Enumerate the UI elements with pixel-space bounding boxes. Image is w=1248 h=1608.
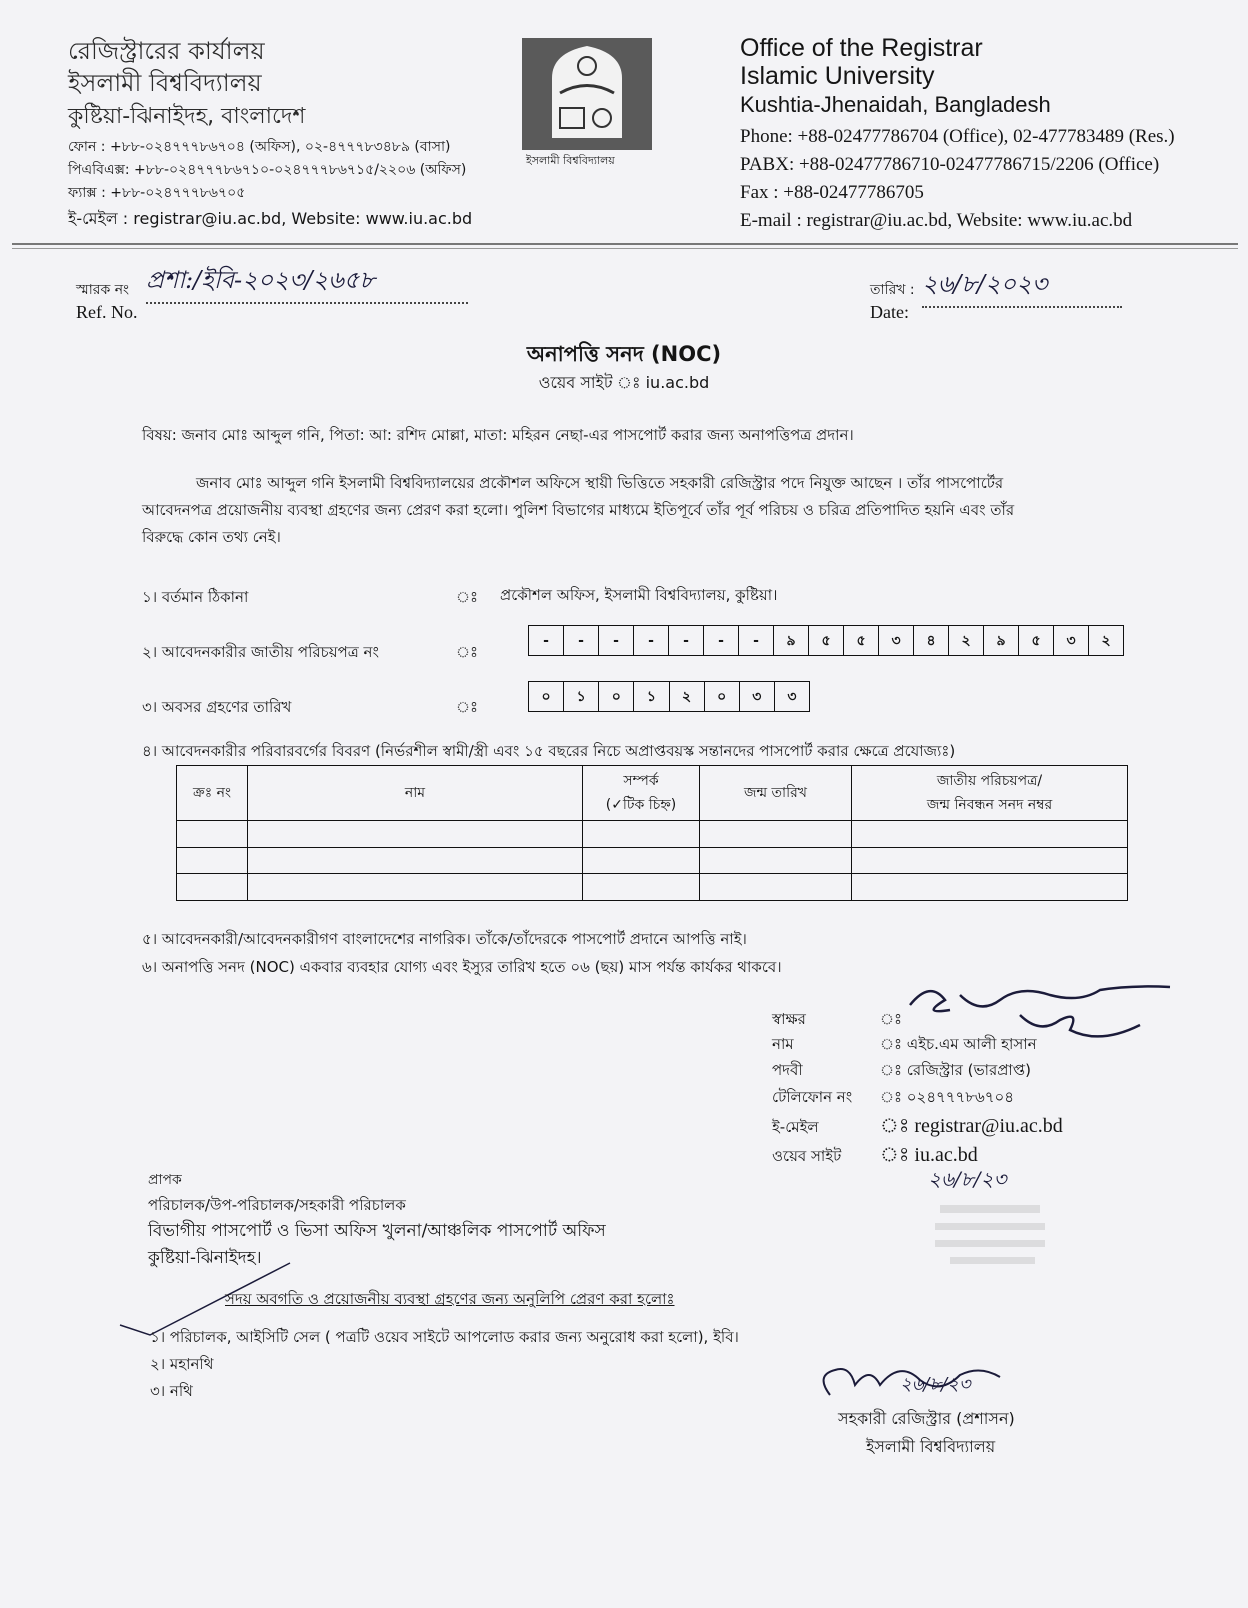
- digit-box: -: [634, 626, 669, 655]
- signature-label: স্বাক্ষর: [772, 1010, 806, 1028]
- designation-row: [772, 1059, 1031, 1084]
- logo-emblem-icon: [522, 38, 652, 150]
- name-label: নাম: [772, 1035, 794, 1053]
- location-en: Kushtia-Jhenaidah, Bangladesh: [740, 92, 1051, 117]
- digit-box: -: [529, 626, 564, 655]
- retirement-date-boxes: [528, 681, 810, 712]
- paragraph-line-1: জনাব মোঃ আব্দুল গনি ইসলামী বিশ্ববিদ্যালয়ের প্রকৌশল অফিসে স্থায়ী ভিত্তিতে সহকারী রেজিস্ট্রার পদে নিযুক্ত আছেন । তাঁর পাসপোর্টের: [196, 474, 1004, 492]
- col-relation-line1: সম্পর্ক: [623, 773, 659, 789]
- digit-box: ০: [599, 682, 634, 711]
- pabx-bn: পিএবিএক্স: +৮৮-০২৪৭৭৭৮৬৭১০-০২৪৭৭৭৮৬৭১৫/২২০৬ (অফিস): [68, 162, 467, 178]
- item-5: ৫। আবেদনকারী/আবেদনকারীগণ বাংলাদেশের নাগরিক। তাঁকে/তাঁদেরকে পাসপোর্ট প্রদানে আপত্তি নাই।: [142, 930, 747, 948]
- document-title: অনাপত্তি সনদ (NOC): [526, 342, 722, 366]
- telephone-value: ঃ ০২৪৭৭৭৮৬৭০৪: [880, 1088, 1015, 1106]
- paragraph-line-3: বিরুদ্ধে কোন তথ্য নেই।: [142, 528, 281, 546]
- address-value: প্রকৌশল অফিস, ইসলামী বিশ্ববিদ্যালয়, কুষ্টিয়া।: [500, 586, 778, 604]
- recipient-line-3: কুষ্টিয়া-ঝিনাইদহ।: [148, 1248, 262, 1268]
- email-en: E-mail : registrar@iu.ac.bd, Website: www.iu.ac.bd: [740, 210, 1133, 231]
- digit-box: ৫: [809, 626, 844, 655]
- fax-en: Fax : +88-02477786705: [740, 182, 924, 203]
- table-row: [177, 874, 1128, 901]
- col-serial: ক্রঃ নং: [177, 766, 248, 821]
- fax-bn: ফ্যাক্স : +৮৮-০২৪৭৭৭৮৬৭০৫: [68, 185, 246, 201]
- faded-seal: [925, 1195, 1060, 1275]
- telephone-label: টেলিফোন নং: [772, 1088, 853, 1106]
- recipient-line-1: পরিচালক/উপ-পরিচালক/সহকারী পরিচালক: [148, 1196, 406, 1214]
- digit-box: ২: [949, 626, 984, 655]
- digit-box: ৩: [740, 682, 775, 711]
- table-row: [177, 848, 1128, 874]
- footer-sign-org: ইসলামী বিশ্ববিদ্যালয়: [866, 1437, 996, 1456]
- col-id-number: [852, 766, 1128, 821]
- digit-box: ৯: [774, 626, 809, 655]
- designation-label: পদবী: [772, 1061, 803, 1079]
- website-value: ঃ iu.ac.bd: [880, 1144, 978, 1166]
- email-bn: ই-মেইল : registrar@iu.ac.bd, Website: www.iu.ac.bd: [68, 209, 473, 228]
- digit-box: ২: [1101, 632, 1111, 649]
- digit-box: ২: [670, 682, 705, 711]
- family-table: [176, 765, 1128, 901]
- email-value: ঃ registrar@iu.ac.bd: [880, 1115, 1063, 1137]
- recipient-label: প্রাপক: [148, 1172, 182, 1188]
- date-label-en: Date:: [870, 302, 909, 322]
- name-value: ঃ এইচ.এম আলী হাসান: [880, 1035, 1037, 1053]
- header-divider: [12, 243, 1238, 249]
- address-label: ১। বর্তমান ঠিকানা: [142, 588, 249, 606]
- digit-box: -: [564, 626, 599, 655]
- ref-number: প্রশা:/ইবি-২০২৩/২৬৫৮: [146, 262, 468, 304]
- digit-box: ১: [634, 682, 669, 711]
- copy-item-3: ৩। নথি: [150, 1382, 193, 1400]
- col-id-line1: জাতীয় পরিচয়পত্র/: [936, 773, 1043, 789]
- digit-box: ৩: [1054, 626, 1089, 655]
- date-label-bn: তারিখ :: [870, 282, 915, 298]
- ref-label-bn: স্মারক নং: [76, 282, 130, 298]
- office-name-bn: রেজিস্ট্রারের কার্যালয়: [68, 37, 265, 65]
- nid-label: ২। আবেদনকারীর জাতীয় পরিচয়পত্র নং: [142, 643, 379, 661]
- location-bn: কুষ্টিয়া-ঝিনাইদহ, বাংলাদেশ: [68, 104, 306, 129]
- university-name-bn: ইসলামী বিশ্ববিদ্যালয়: [68, 69, 262, 97]
- date-value: ২৬/৮/২০২৩: [922, 266, 1122, 308]
- phone-en: Phone: +88-02477786704 (Office), 02-477783489 (Res.): [740, 126, 1175, 147]
- address-colon: ঃ: [456, 588, 479, 606]
- retirement-colon: ঃ: [456, 698, 479, 716]
- office-name-en: Office of the Registrar: [740, 34, 983, 62]
- digit-box: ০: [529, 682, 564, 711]
- family-table-header: [177, 766, 1128, 821]
- digit-box: ০: [705, 682, 740, 711]
- family-details-label: ৪। আবেদনকারীর পরিবারবর্গের বিবরণ (নির্ভরশীল স্বামী/স্ত্রী এবং ১৫ বছরের নিচে অপ্রাপ্তবয়স্ক সন্তানদের পাসপোর্ট করার ক্ষেত্রে প্রযোজ্যঃ): [142, 742, 956, 760]
- name-row: [772, 1033, 1037, 1058]
- footer-sign-date: ২৬/৮/২৩: [900, 1374, 971, 1395]
- university-logo: [522, 38, 652, 150]
- col-id-line2: জন্ম নিবন্ধন সনদ নম্বর: [926, 797, 1053, 813]
- pabx-en: PABX: +88-02477786710-02477786715/2206 (Office): [740, 154, 1160, 175]
- digit-box: -: [739, 626, 774, 655]
- signature-row: [772, 1008, 902, 1033]
- copy-item-2: ২। মহানথি: [150, 1355, 214, 1373]
- paragraph-line-2: আবেদনপত্র প্রয়োজনীয় ব্যবস্থা গ্রহণের জন্য প্রেরণ করা হলো। পুলিশ বিভাগের মাধ্যমে ইতিপূর্বে তাঁর পূর্ব পরিচয় ও চরিত্র প্রতিপাদিত হয়নি এবং তাঁর: [142, 501, 1015, 519]
- telephone-row: [772, 1086, 1014, 1111]
- digit-box: -: [599, 626, 634, 655]
- logo-caption: ইসলামী বিশ্ববিদ্যালয়: [526, 154, 615, 167]
- digit-box: ৯: [984, 626, 1019, 655]
- col-relation-line2: (✓টিক চিহ্ন): [605, 797, 677, 813]
- signature-colon: ঃ: [880, 1010, 903, 1028]
- ref-label-en: Ref. No.: [76, 302, 138, 322]
- copy-item-1: ১। পরিচালক, আইসিটি সেল ( পত্রটি ওয়েব সাইটে আপলোড করার জন্য অনুরোধ করা হলো), ইবি।: [150, 1328, 739, 1346]
- digit-box: ৫: [844, 626, 879, 655]
- digit-box: -: [704, 626, 739, 655]
- nid-digit-boxes: [528, 625, 1124, 656]
- designation-value: ঃ রেজিস্ট্রার (ভারপ্রাপ্ত): [880, 1061, 1031, 1079]
- phone-bn: ফোন : +৮৮-০২৪৭৭৭৮৬৭০৪ (অফিস), ০২-৪৭৭৭৮৩৪৮৯ (বাসা): [68, 139, 451, 155]
- digit-box: -: [669, 626, 704, 655]
- initial-date: ২৬/৮/২৩: [928, 1167, 1007, 1191]
- website-label: ওয়েব সাইট: [772, 1147, 842, 1165]
- copy-heading: সদয় অবগতি ও প্রয়োজনীয় ব্যবস্থা গ্রহণের জন্য অনুলিপি প্রেরণ করা হলোঃ: [225, 1290, 675, 1308]
- recipient-line-2: বিভাগীয় পাসপোর্ট ও ভিসা অফিস খুলনা/আঞ্চলিক পাসপোর্ট অফিস: [148, 1221, 606, 1241]
- nid-colon: ঃ: [456, 643, 479, 661]
- digit-box: ৩: [787, 688, 797, 705]
- col-name: নাম: [248, 766, 583, 821]
- digit-box: ৩: [879, 626, 914, 655]
- footer-sign-title: সহকারী রেজিস্ট্রার (প্রশাসন): [838, 1409, 1015, 1428]
- email-label: ই-মেইল: [772, 1118, 819, 1136]
- digit-box: ১: [564, 682, 599, 711]
- item-6: ৬। অনাপত্তি সনদ (NOC) একবার ব্যবহার যোগ্য এবং ইস্যুর তারিখ হতে ০৬ (ছয়) মাস পর্যন্ত কার্যকর থাকবে।: [142, 958, 782, 976]
- retirement-date-label: ৩। অবসর গ্রহণের তারিখ: [142, 698, 292, 716]
- table-row: [177, 821, 1128, 848]
- col-birth-date: জন্ম তারিখ: [700, 766, 852, 821]
- digit-box: ৪: [914, 626, 949, 655]
- university-name-en: Islamic University: [740, 62, 935, 90]
- col-relation: [583, 766, 700, 821]
- seal-icon: [925, 1195, 1060, 1275]
- website-line: ওয়েব সাইট ঃ iu.ac.bd: [538, 373, 710, 392]
- digit-box: ৫: [1019, 626, 1054, 655]
- subject-line: বিষয়: জনাব মোঃ আব্দুল গনি, পিতা: আ: রশিদ মোল্লা, মাতা: মহিরন নেছা-এর পাসপোর্ট করার জন্য অনাপত্তিপত্র প্রদান।: [142, 426, 854, 444]
